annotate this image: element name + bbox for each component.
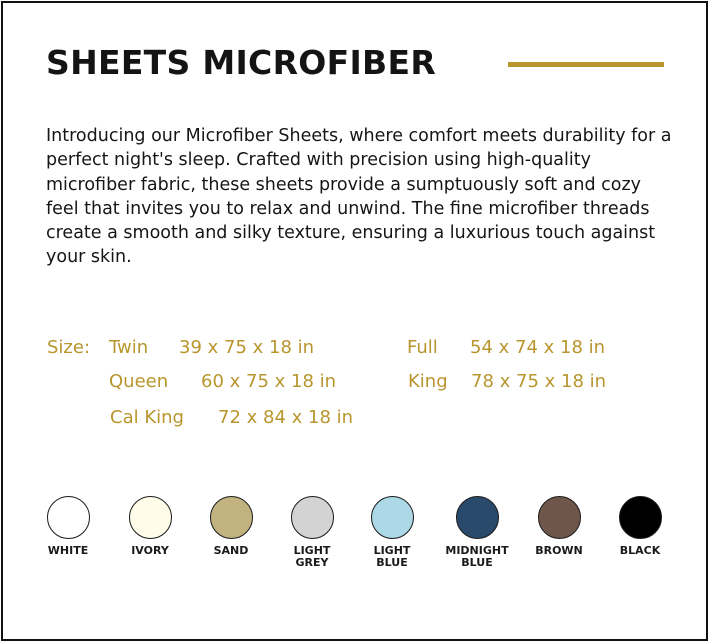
product-title: SHEETS MICROFIBER	[46, 43, 437, 82]
color-label: LIGHT BLUE	[373, 544, 411, 569]
size-name-queen: Queen	[109, 371, 169, 392]
title-accent-rule	[508, 62, 664, 67]
size-dims-queen: 60 x 75 x 18 in	[201, 371, 337, 392]
color-swatch-sand[interactable]	[187, 496, 275, 576]
size-name-king: King	[408, 371, 448, 392]
color-label: LIGHT GREY	[293, 544, 331, 569]
color-circle	[456, 496, 499, 539]
color-swatch-light-blue[interactable]	[348, 496, 436, 576]
color-swatch-light-grey[interactable]	[268, 496, 356, 576]
size-label: Size:	[47, 337, 91, 358]
size-name-full: Full	[407, 337, 438, 358]
color-label: BROWN	[535, 544, 583, 557]
size-dims-king: 78 x 75 x 18 in	[471, 371, 607, 392]
color-swatch-midnight-blue[interactable]	[433, 496, 521, 576]
size-dims-cal-king: 72 x 84 x 18 in	[218, 407, 354, 428]
size-dims-full: 54 x 74 x 18 in	[470, 337, 606, 358]
color-circle	[538, 496, 581, 539]
color-swatch-black[interactable]	[596, 496, 684, 576]
product-card	[1, 1, 708, 641]
product-description: Introducing our Microfiber Sheets, where comfort meets durability for a perfect night's sleep. Crafted with precision using high-quality microfiber fabric, these sheets provide a sumptuously soft and cozy feel that invites you to relax and unwind. The fine microfiber threads create a smooth and silky texture, ensuring a luxurious touch against your skin.	[46, 126, 672, 268]
color-swatch-white[interactable]	[24, 496, 112, 576]
color-circle	[47, 496, 90, 539]
color-label: WHITE	[47, 544, 89, 557]
size-name-twin: Twin	[109, 337, 149, 358]
color-label: SAND	[213, 544, 249, 557]
color-circle	[371, 496, 414, 539]
color-swatch-ivory[interactable]	[106, 496, 194, 576]
size-dims-twin: 39 x 75 x 18 in	[179, 337, 315, 358]
color-label: BLACK	[619, 544, 661, 557]
color-swatch-brown[interactable]	[515, 496, 603, 576]
size-name-cal-king: Cal King	[110, 407, 184, 428]
color-circle	[129, 496, 172, 539]
color-label: MIDNIGHT BLUE	[445, 544, 509, 569]
color-label: IVORY	[131, 544, 169, 557]
color-circle	[619, 496, 662, 539]
color-circle	[210, 496, 253, 539]
color-circle	[291, 496, 334, 539]
